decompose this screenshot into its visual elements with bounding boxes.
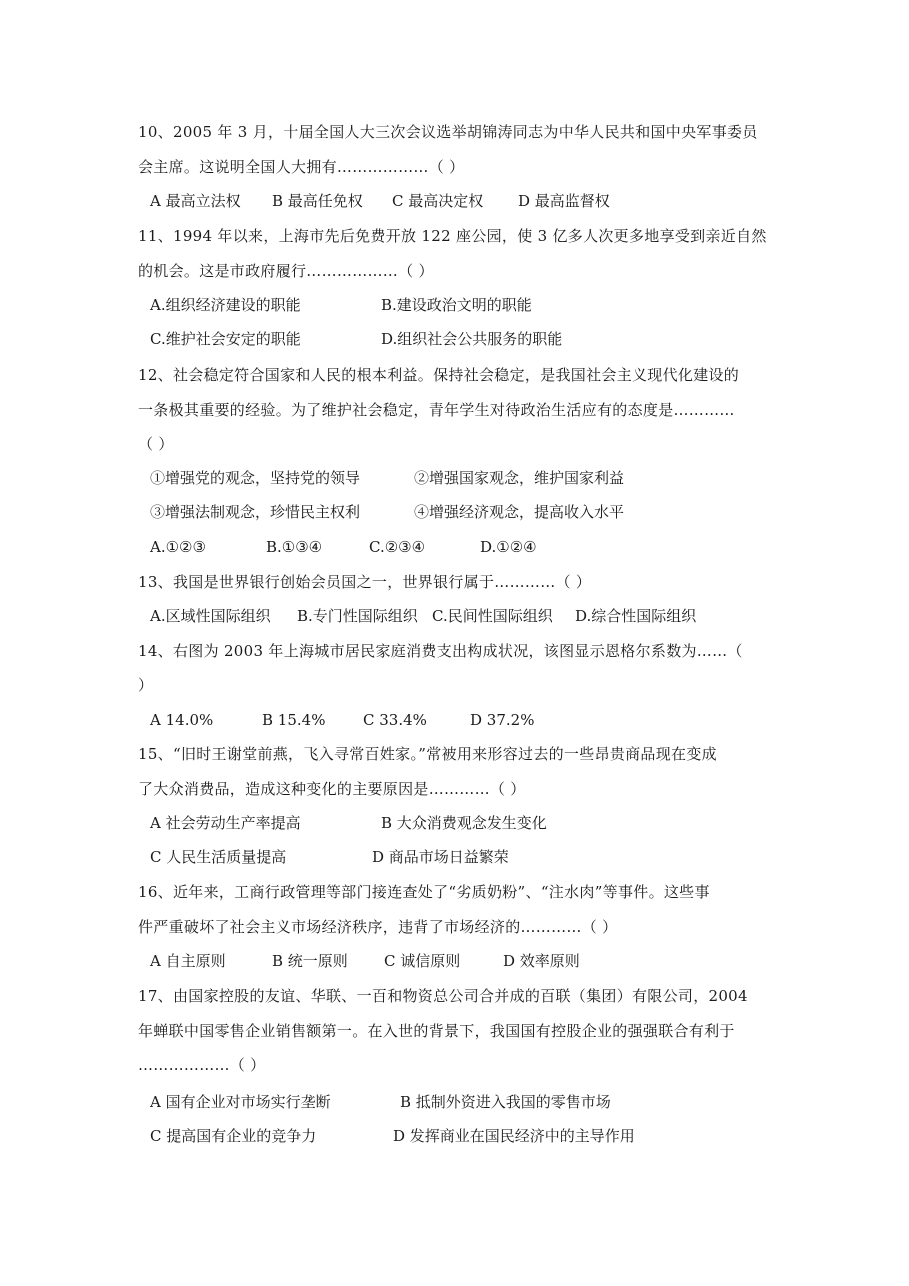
q14-option-a: A 14.0% <box>150 711 214 729</box>
q17-option-c: C 提高国有企业的竞争力 <box>150 1127 317 1145</box>
q16-stem-line-1: 16、近年来，工商行政管理等部门接连查处了“劣质奶粉”、“注水肉”等事件。这些事 <box>138 883 710 901</box>
q12-option-b: B.①③④ <box>266 538 323 556</box>
q15-stem-line-2: 了大众消费品，造成这种变化的主要原因是…………（ ） <box>138 780 526 798</box>
q13-option-a: A.区域性国际组织 <box>150 607 271 625</box>
q14-stem-line-1: 14、右图为 2003 年上海城市居民家庭消费支出构成状况，该图显示恩格尔系数为……（ <box>138 642 743 660</box>
q11-option-b: B.建设政治文明的职能 <box>381 296 532 314</box>
q11-option-d: D.组织社会公共服务的职能 <box>381 330 563 348</box>
q10-stem-line-2: 会主席。这说明全国人大拥有………………（ ） <box>138 158 465 176</box>
q13-stem-line-1: 13、我国是世界银行创始会员国之一，世界银行属于…………（ ） <box>138 573 592 591</box>
q16-option-c: C 诚信原则 <box>384 952 461 970</box>
q16-option-d: D 效率原则 <box>503 952 580 970</box>
q11-stem-line-1: 11、1994 年以来，上海市先后免费开放 122 座公园，使 3 亿多人次更多地享受到亲近自然 <box>138 227 767 245</box>
q12-stem-line-3: （ ） <box>138 435 174 453</box>
q17-option-a: A 国有企业对市场实行垄断 <box>150 1093 331 1111</box>
q15-option-b: B 大众消费观念发生变化 <box>381 814 547 832</box>
q14-stem-line-2: ） <box>138 676 154 694</box>
q17-stem-line-3: ………………（ ） <box>138 1056 266 1074</box>
q14-option-b: B 15.4% <box>262 711 326 729</box>
q11-option-c: C.维护社会安定的职能 <box>150 330 301 348</box>
q10-option-a: A 最高立法权 <box>150 192 241 210</box>
q15-option-d: D 商品市场日益繁荣 <box>372 848 509 866</box>
q17-stem-line-1: 17、由国家控股的友谊、华联、一百和物资总公司合并成的百联（集团）有限公司，2004 <box>138 987 748 1005</box>
q15-option-c: C 人民生活质量提高 <box>150 848 287 866</box>
q12-item-3: ③增强法制观念，珍惜民主权利 <box>150 503 361 521</box>
q12-option-c: C.②③④ <box>369 538 426 556</box>
q16-option-b: B 统一原则 <box>272 952 348 970</box>
q12-option-d: D.①②④ <box>480 538 537 556</box>
q10-option-c: C 最高决定权 <box>392 192 484 210</box>
q13-option-d: D.综合性国际组织 <box>575 607 697 625</box>
q11-stem-line-2: 的机会。这是市政府履行………………（ ） <box>138 262 434 280</box>
q12-item-4: ④增强经济观念，提高收入水平 <box>414 503 625 521</box>
q13-option-b: B.专门性国际组织 <box>297 607 418 625</box>
q11-option-a: A.组织经济建设的职能 <box>150 296 301 314</box>
q10-option-d: D 最高监督权 <box>518 192 610 210</box>
q12-stem-line-2: 一条极其重要的经验。为了维护社会稳定，青年学生对待政治生活应有的态度是………… <box>138 401 735 419</box>
q16-option-a: A 自主原则 <box>150 952 226 970</box>
q10-option-b: B 最高任免权 <box>272 192 363 210</box>
q15-stem-line-1: 15、“旧时王谢堂前燕，飞入寻常百姓家。”常被用来形容过去的一些昂贵商品现在变成 <box>138 745 717 763</box>
q17-option-d: D 发挥商业在国民经济中的主导作用 <box>393 1127 635 1145</box>
q12-item-2: ②增强国家观念，维护国家利益 <box>414 469 625 487</box>
q12-stem-line-1: 12、社会稳定符合国家和人民的根本利益。保持社会稳定，是我国社会主义现代化建设的 <box>138 366 740 384</box>
q14-option-c: C 33.4% <box>363 711 427 729</box>
q17-option-b: B 抵制外资进入我国的零售市场 <box>400 1093 611 1111</box>
q17-stem-line-2: 年蝉联中国零售企业销售额第一。在入世的背景下，我国国有控股企业的强强联合有利于 <box>138 1022 735 1040</box>
q10-stem-line-1: 10、2005 年 3 月，十届全国人大三次会议选举胡锦涛同志为中华人民共和国中央军事委员 <box>138 123 758 141</box>
q12-option-a: A.①②③ <box>150 538 206 556</box>
q12-item-1: ①增强党的观念，坚持党的领导 <box>150 469 361 487</box>
q13-option-c: C.民间性国际组织 <box>432 607 553 625</box>
q16-stem-line-2: 件严重破坏了社会主义市场经济秩序，违背了市场经济的…………（ ） <box>138 918 618 936</box>
q14-option-d: D 37.2% <box>470 711 535 729</box>
q15-option-a: A 社会劳动生产率提高 <box>150 814 301 832</box>
